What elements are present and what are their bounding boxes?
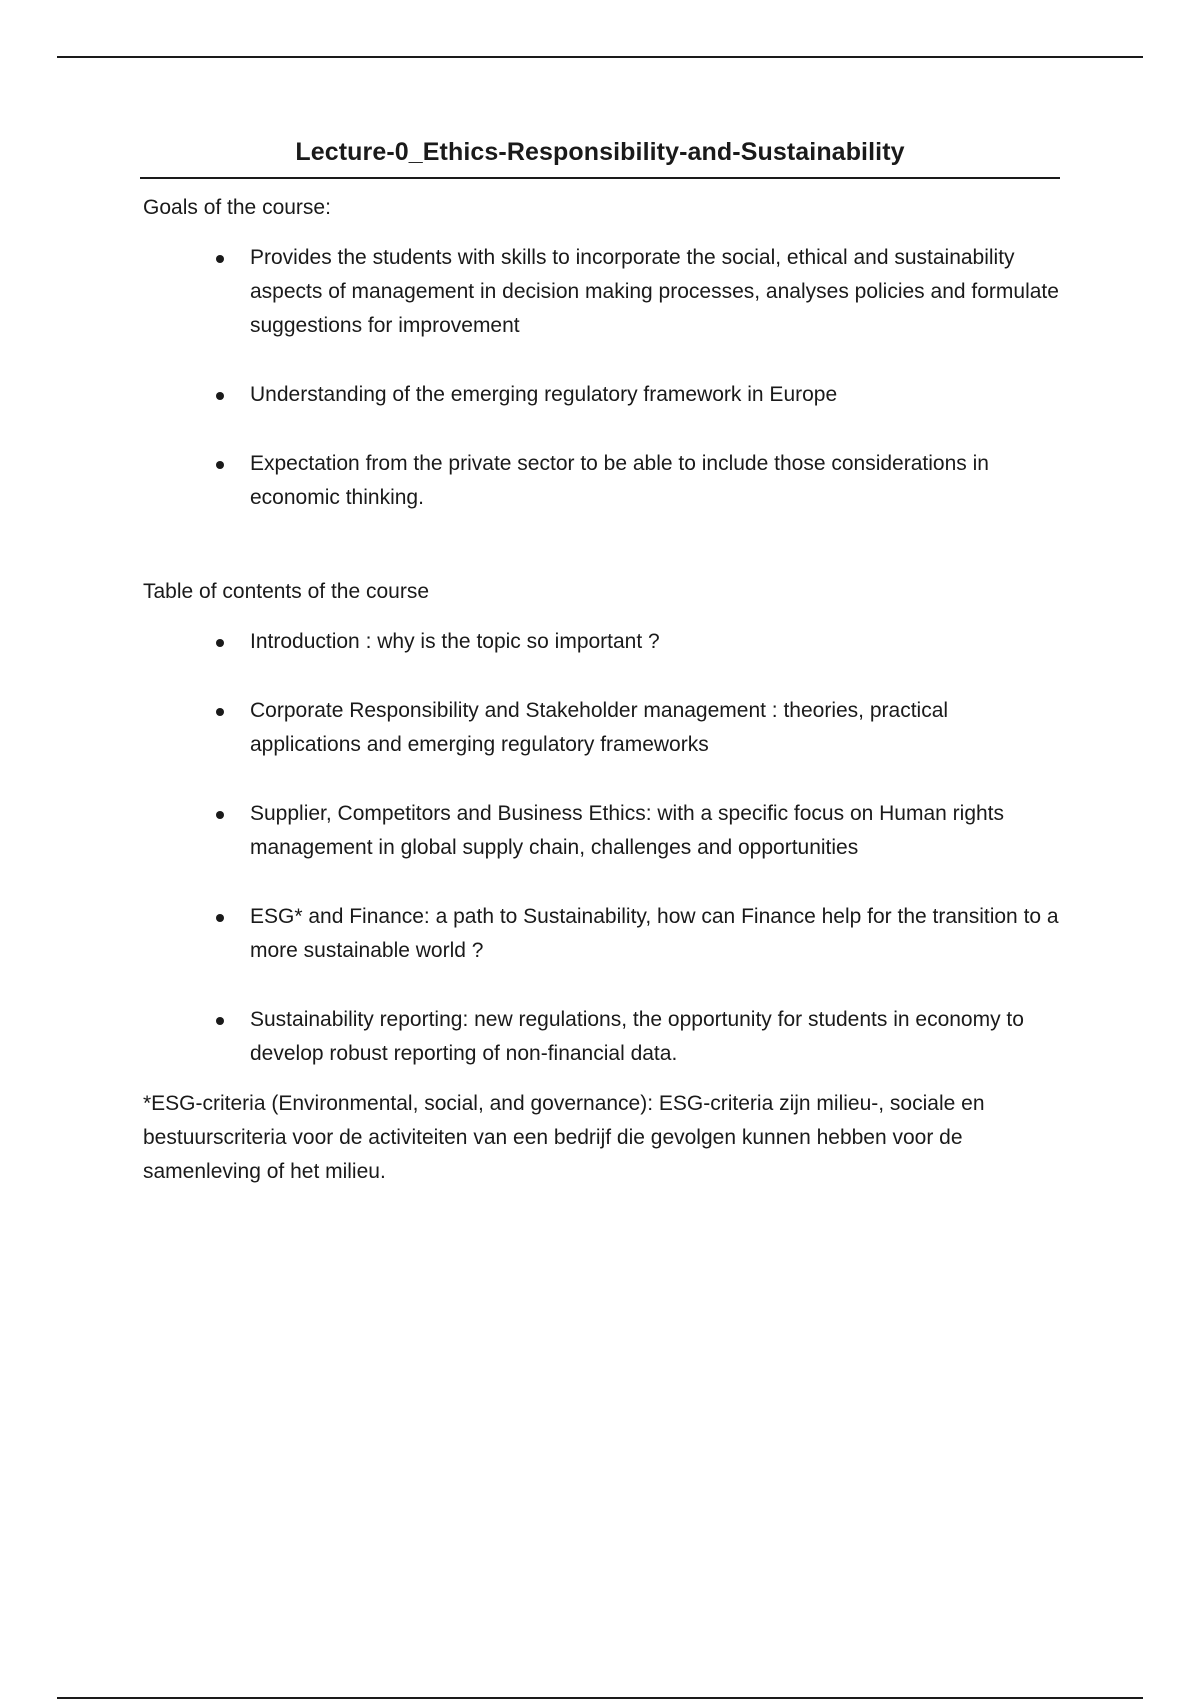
list-item <box>140 797 1060 865</box>
contents-heading: Table of contents of the course <box>143 580 430 603</box>
list-item <box>140 1003 1060 1071</box>
contents-list <box>140 625 1060 1071</box>
bullet-icon <box>216 708 224 716</box>
list-item-text: Sustainability reporting: new regulations, the opportunity for students in economy to develop robust reporting of non-financial data. <box>250 1008 1024 1065</box>
header-rule <box>57 56 1143 58</box>
bullet-icon <box>216 1017 224 1025</box>
list-item-text: Understanding of the emerging regulatory framework in Europe <box>250 383 838 406</box>
bullet-icon <box>216 461 224 469</box>
bullet-icon <box>216 392 224 400</box>
list-item-text: Corporate Responsibility and Stakeholder management : theories, practical applications and emerging regulatory frameworks <box>250 699 949 756</box>
footer-rule <box>57 1697 1143 1699</box>
list-item <box>140 378 1060 412</box>
goals-heading: Goals of the course: <box>143 196 331 219</box>
esg-footnote: *ESG-criteria (Environmental, social, and governance): ESG-criteria zijn milieu-, sociale en bestuurscriteria voor de activiteiten van een bedrijf die gevolgen kunnen hebben voor de samenleving of het milieu. <box>143 1092 985 1183</box>
list-item-text: ESG* and Finance: a path to Sustainability, how can Finance help for the transition to a more sustainable world ? <box>250 905 1059 962</box>
list-item-text: Provides the students with skills to incorporate the social, ethical and sustainability aspects of management in decision making processes, analyses policies and formulate suggestions for improvement <box>250 246 1059 337</box>
bullet-icon <box>216 255 224 263</box>
list-item <box>140 241 1060 343</box>
bullet-icon <box>216 811 224 819</box>
list-item <box>140 694 1060 762</box>
bullet-icon <box>216 639 224 647</box>
bullet-icon <box>216 914 224 922</box>
document-title: Lecture-0_Ethics-Responsibility-and-Sustainability <box>140 138 1060 179</box>
list-item-text: Supplier, Competitors and Business Ethics: with a specific focus on Human rights management in global supply chain, challenges and opportunities <box>250 802 1005 859</box>
list-item <box>140 900 1060 968</box>
document-page <box>140 138 1060 1189</box>
list-item-text: Expectation from the private sector to be able to include those considerations in economic thinking. <box>250 452 989 509</box>
goals-list <box>140 241 1060 515</box>
list-item <box>140 625 1060 659</box>
list-item <box>140 447 1060 515</box>
list-item-text: Introduction : why is the topic so important ? <box>250 630 660 653</box>
